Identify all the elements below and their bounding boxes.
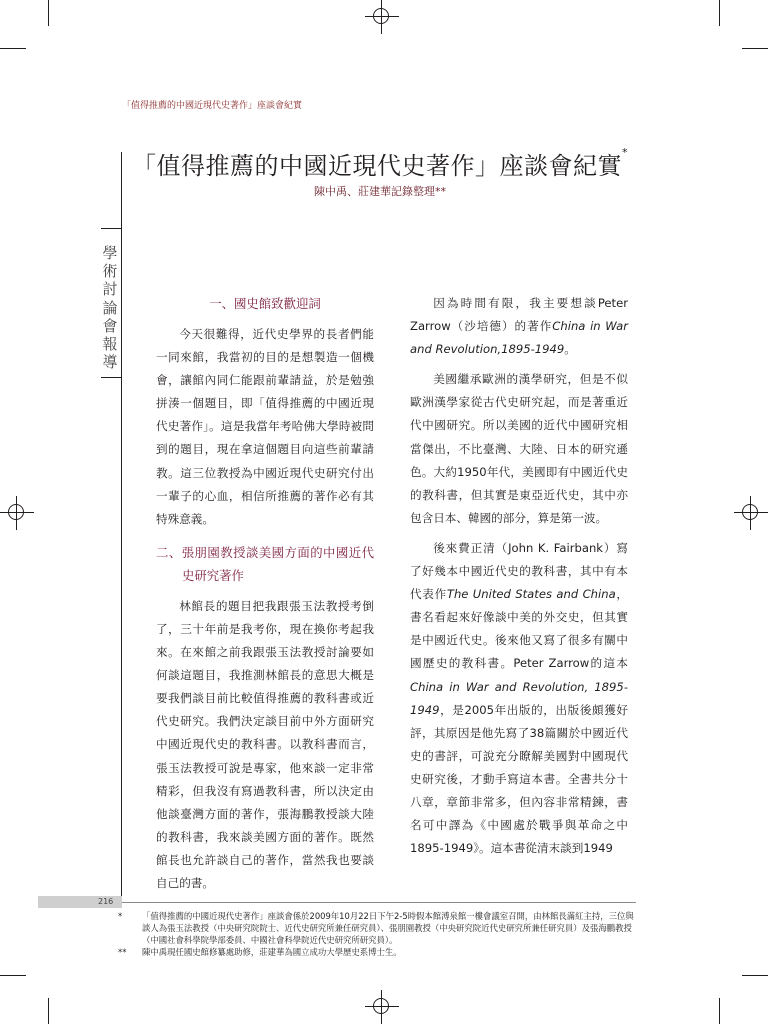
title-text: 「值得推薦的中國近現代史著作」座談會紀實 xyxy=(132,152,622,180)
running-head: 「值得推薦的中國近現代史著作」座談會紀實 xyxy=(122,101,303,111)
paragraph: 今天很難得，近代史學界的長者們能一同來館，我當初的目的是想製造一個機會，讓館內同仁能跟前輩請益，於是勉強拼湊一個題目，即「值得推薦的中國近現代史著作」。這是我當年考哈佛大學時被問到的題目，現在拿這個題目向這些前輩請教。這三位教授為中國近現代史研究付出一輩子的心血，相信所推薦的著作必有其特殊意義。 xyxy=(156,327,374,526)
crop-mark xyxy=(742,48,768,49)
section-label: 學術討論會報導 xyxy=(102,244,118,372)
footnote-mark: * xyxy=(118,911,123,921)
paragraph xyxy=(410,537,628,860)
book-title: China in War and Revolution, 1895-1949 xyxy=(410,679,628,717)
margin-rule xyxy=(121,152,122,896)
registration-mark-top xyxy=(365,0,399,34)
registration-mark-left xyxy=(0,496,34,530)
paragraph-text: 因為時間有限，我主要想談Peter Zarrow（沙培德）的著作 xyxy=(410,296,628,334)
paragraph: 林館長的題目把我跟張玉法教授考倒了，三十年前是我考你，現在換你考起我來。在來館之前我跟張玉法教授討論要如何談這題目，我推測林館長的意思大概是要我們談目前比較值得推薦的教科書或近代史研究。我們決定談目前中外方面研究中國近現代史的教科書。以教科書而言，張玉法教授可說是專家，他來談一定非常精彩，但我沒有寫過教科書，所以決定由他談臺灣方面的著作，張海鵬教授談大陸的教科書，我來談美國方面的著作。既然館長也允許談自己的著作，當然我也要談自己的書。 xyxy=(156,598,374,890)
left-column xyxy=(156,292,374,902)
registration-mark-bottom xyxy=(365,990,399,1024)
footnote-rule xyxy=(122,902,636,903)
crop-mark xyxy=(48,998,49,1024)
footnote xyxy=(118,946,638,958)
crop-mark xyxy=(0,48,26,49)
paragraph-text: 後來費正清（John K. Fairbank）寫了好幾本中國近代史的教科書，其中有本代表作 xyxy=(410,540,628,602)
footnote-text: 陳中禹現任國史館修纂處助修，莊建華為國立成功大學歷史系博士生。 xyxy=(142,947,402,957)
book-title: The United States and China xyxy=(446,587,616,602)
paragraph-text: ，書名看起來好像談中美的外交史，但其實是中國近代史。後來他又寫了很多有關中國歷史的教科書。Peter Zarrow的這本 xyxy=(410,587,628,671)
footnote-mark: ** xyxy=(118,947,127,957)
section-label-rule-bottom xyxy=(101,377,121,378)
footnote xyxy=(118,910,638,946)
crop-mark xyxy=(742,975,768,976)
title-footnote-mark: * xyxy=(622,146,628,159)
page-number: 216 xyxy=(98,897,114,906)
paragraph-text: 。 xyxy=(564,342,576,357)
paragraph-text: ，是2005年出版的，出版後頗獲好評，其原因是他先寫了38篇關於中國近代史的書評，可說充分瞭解美國對中國現代史研究後，才動手寫這本書。全書共分十八章，章節非常多，但內容非常精鍊，書名可中譯為《中國處於戰爭與革命之中1895-1949》。這本書從清末談到1949 xyxy=(410,702,628,856)
right-column xyxy=(410,292,628,867)
footnote-text: 「值得推薦的中國近現代史著作」座談會係於2009年10月22日下午2-5時假本館溥泉館一樓會議室召開，由林館長滿紅主持，三位與談人為張玉法教授（中央研究院院士、近代史研究所兼任研究員）、張朋園教授（中央研究院近代史研究所兼任研究員）及張海鵬教授（中國社會科學院學部委員、中國社會科學院近代史研究所研究員）。 xyxy=(142,911,634,945)
crop-mark xyxy=(719,0,720,26)
paragraph xyxy=(410,292,628,361)
crop-mark xyxy=(0,975,26,976)
book-title: China in War and Revolution,1895-1949 xyxy=(410,319,628,357)
section-heading-1: 一、國史館致歡迎詞 xyxy=(209,296,321,311)
authors-line: 陳中禹、莊建華記錄整理** xyxy=(314,185,446,198)
page-title xyxy=(120,146,640,181)
crop-mark xyxy=(48,0,49,26)
registration-mark-right xyxy=(734,496,768,530)
section-label-rule-top xyxy=(101,228,121,229)
crop-mark xyxy=(719,998,720,1024)
section-heading-2: 二、張朋園教授談美國方面的中國近代史研究著作 xyxy=(156,544,374,583)
paragraph: 美國繼承歐洲的漢學研究，但是不似歐洲漢學家從古代史研究起，而是著重近代中國研究。所以美國的近代中國研究相當傑出，不比臺灣、大陸、日本的研究遜色。大約1950年代，美國即有中國近代史的教科書，但其實是東亞近代史，其中亦包含日本、韓國的部分，算是第一波。 xyxy=(410,372,628,525)
